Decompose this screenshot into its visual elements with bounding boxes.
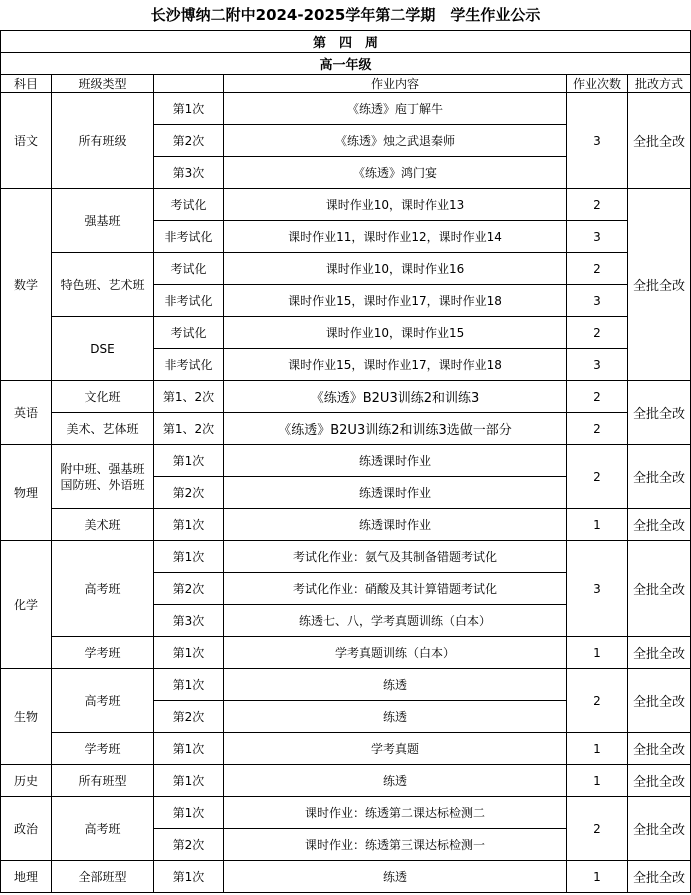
sequence-cell: 考试化: [154, 253, 224, 285]
count-cell: 2: [567, 317, 628, 349]
class-cell: 强基班: [52, 189, 154, 253]
subject-cell: 英语: [1, 381, 52, 445]
subject-cell: 语文: [1, 93, 52, 189]
count-cell: 2: [567, 381, 628, 413]
table-row: [1, 189, 691, 221]
content-cell: 练透: [224, 861, 567, 893]
class-cell: 文化班: [52, 381, 154, 413]
sequence-cell: 第2次: [154, 829, 224, 861]
content-cell: 《练透》B2U3训练2和训练3: [224, 381, 567, 413]
content-cell: 学考真题训练（白本）: [224, 637, 567, 669]
class-line: 附中班、强基班: [60, 461, 145, 476]
content-cell: 《练透》鸿门宴: [224, 157, 567, 189]
method-cell: 全批全改: [628, 93, 691, 189]
content-cell: 练透课时作业: [224, 509, 567, 541]
method-cell: 全批全改: [628, 765, 691, 797]
table-row: [1, 541, 691, 573]
count-cell: 1: [567, 637, 628, 669]
table-row: [1, 637, 691, 669]
content-cell: 课时作业15，课时作业17，课时作业18: [224, 349, 567, 381]
subject-cell: 数学: [1, 189, 52, 381]
count-cell: 2: [567, 253, 628, 285]
sequence-cell: 考试化: [154, 317, 224, 349]
sequence-cell: 第2次: [154, 573, 224, 605]
content-cell: 课时作业10，课时作业13: [224, 189, 567, 221]
count-cell: 3: [567, 285, 628, 317]
content-cell: 课时作业15，课时作业17，课时作业18: [224, 285, 567, 317]
subject-cell: 政治: [1, 797, 52, 861]
count-cell: 3: [567, 349, 628, 381]
table-row: [1, 445, 691, 477]
sequence-cell: 第1次: [154, 541, 224, 573]
week-label: 第 四 周: [1, 31, 691, 53]
sequence-cell: 第1次: [154, 509, 224, 541]
method-cell: 全批全改: [628, 541, 691, 637]
count-cell: 3: [567, 93, 628, 189]
table-row: [1, 381, 691, 413]
sequence-cell: 第2次: [154, 701, 224, 733]
content-cell: 课时作业10，课时作业15: [224, 317, 567, 349]
class-cell: DSE: [52, 317, 154, 381]
sequence-cell: 第2次: [154, 477, 224, 509]
header-count: 作业次数: [567, 75, 628, 93]
class-cell: 全部班型: [52, 861, 154, 893]
method-cell: 全批全改: [628, 445, 691, 509]
week-row: [1, 31, 691, 53]
sequence-cell: 非考试化: [154, 349, 224, 381]
method-cell: 全批全改: [628, 861, 691, 893]
count-cell: 2: [567, 797, 628, 861]
homework-table: [0, 30, 691, 893]
header-class-type: 班级类型: [52, 75, 154, 93]
table-row: [1, 765, 691, 797]
count-cell: 1: [567, 509, 628, 541]
content-cell: 考试化作业：氨气及其制备错题考试化: [224, 541, 567, 573]
grade-row: [1, 53, 691, 75]
class-cell: 所有班型: [52, 765, 154, 797]
header-method: 批改方式: [628, 75, 691, 93]
subject-cell: 历史: [1, 765, 52, 797]
content-cell: 《练透》B2U3训练2和训练3选做一部分: [224, 413, 567, 445]
count-cell: 2: [567, 445, 628, 509]
content-cell: 课时作业：练透第二课达标检测二: [224, 797, 567, 829]
subject-cell: 化学: [1, 541, 52, 669]
content-cell: 练透课时作业: [224, 477, 567, 509]
table-row: [1, 797, 691, 829]
sequence-cell: 第1次: [154, 637, 224, 669]
class-cell: 高考班: [52, 541, 154, 637]
count-cell: 2: [567, 413, 628, 445]
sequence-cell: 考试化: [154, 189, 224, 221]
class-cell: [52, 445, 154, 509]
sequence-cell: 第1、2次: [154, 381, 224, 413]
method-cell: 全批全改: [628, 637, 691, 669]
sequence-cell: 第2次: [154, 125, 224, 157]
count-cell: 1: [567, 861, 628, 893]
content-cell: 《练透》烛之武退秦师: [224, 125, 567, 157]
header-sequence: [154, 75, 224, 93]
page-title: 长沙博纳二附中2024-2025学年第二学期 学生作业公示: [150, 6, 541, 24]
sequence-cell: 第1次: [154, 93, 224, 125]
content-cell: 练透: [224, 701, 567, 733]
content-cell: 课时作业：练透第三课达标检测一: [224, 829, 567, 861]
count-cell: 2: [567, 669, 628, 733]
subject-cell: 生物: [1, 669, 52, 765]
method-cell: 全批全改: [628, 381, 691, 445]
method-cell: 全批全改: [628, 733, 691, 765]
method-cell: 全批全改: [628, 509, 691, 541]
class-cell: 高考班: [52, 669, 154, 733]
content-cell: 练透课时作业: [224, 445, 567, 477]
sequence-cell: 第1、2次: [154, 413, 224, 445]
sequence-cell: 第1次: [154, 861, 224, 893]
subject-cell: 物理: [1, 445, 52, 541]
content-cell: 课时作业10，课时作业16: [224, 253, 567, 285]
content-cell: 《练透》庖丁解牛: [224, 93, 567, 125]
table-row: [1, 93, 691, 125]
header-subject: 科目: [1, 75, 52, 93]
sequence-cell: 第1次: [154, 733, 224, 765]
class-cell: 高考班: [52, 797, 154, 861]
column-header-row: [1, 75, 691, 93]
grade-label: 高一年级: [1, 53, 691, 75]
method-cell: 全批全改: [628, 797, 691, 861]
sequence-cell: 非考试化: [154, 285, 224, 317]
content-cell: 练透: [224, 765, 567, 797]
content-cell: 考试化作业：硝酸及其计算错题考试化: [224, 573, 567, 605]
class-cell: 特色班、艺术班: [52, 253, 154, 317]
class-cell: 美术班: [52, 509, 154, 541]
count-cell: 2: [567, 189, 628, 221]
method-cell: 全批全改: [628, 189, 691, 381]
header-content: 作业内容: [224, 75, 567, 93]
content-cell: 学考真题: [224, 733, 567, 765]
sequence-cell: 第1次: [154, 797, 224, 829]
table-row: [1, 509, 691, 541]
content-cell: 练透七、八，学考真题训练（白本）: [224, 605, 567, 637]
class-cell: 所有班级: [52, 93, 154, 189]
subject-cell: 地理: [1, 861, 52, 893]
table-row: [1, 861, 691, 893]
count-cell: 1: [567, 765, 628, 797]
count-cell: 3: [567, 221, 628, 253]
count-cell: 3: [567, 541, 628, 637]
class-cell: 学考班: [52, 733, 154, 765]
sequence-cell: 第1次: [154, 765, 224, 797]
count-cell: 1: [567, 733, 628, 765]
method-cell: 全批全改: [628, 669, 691, 733]
class-cell: 美术、艺体班: [52, 413, 154, 445]
sequence-cell: 第1次: [154, 669, 224, 701]
table-row: [1, 317, 691, 349]
table-row: [1, 413, 691, 445]
table-row: [1, 669, 691, 701]
content-cell: 课时作业11，课时作业12，课时作业14: [224, 221, 567, 253]
sequence-cell: 第3次: [154, 157, 224, 189]
content-cell: 练透: [224, 669, 567, 701]
sequence-cell: 第1次: [154, 445, 224, 477]
class-cell: 学考班: [52, 637, 154, 669]
class-line: 国防班、外语班: [60, 477, 145, 492]
sequence-cell: 非考试化: [154, 221, 224, 253]
table-row: [1, 253, 691, 285]
sequence-cell: 第3次: [154, 605, 224, 637]
table-row: [1, 733, 691, 765]
